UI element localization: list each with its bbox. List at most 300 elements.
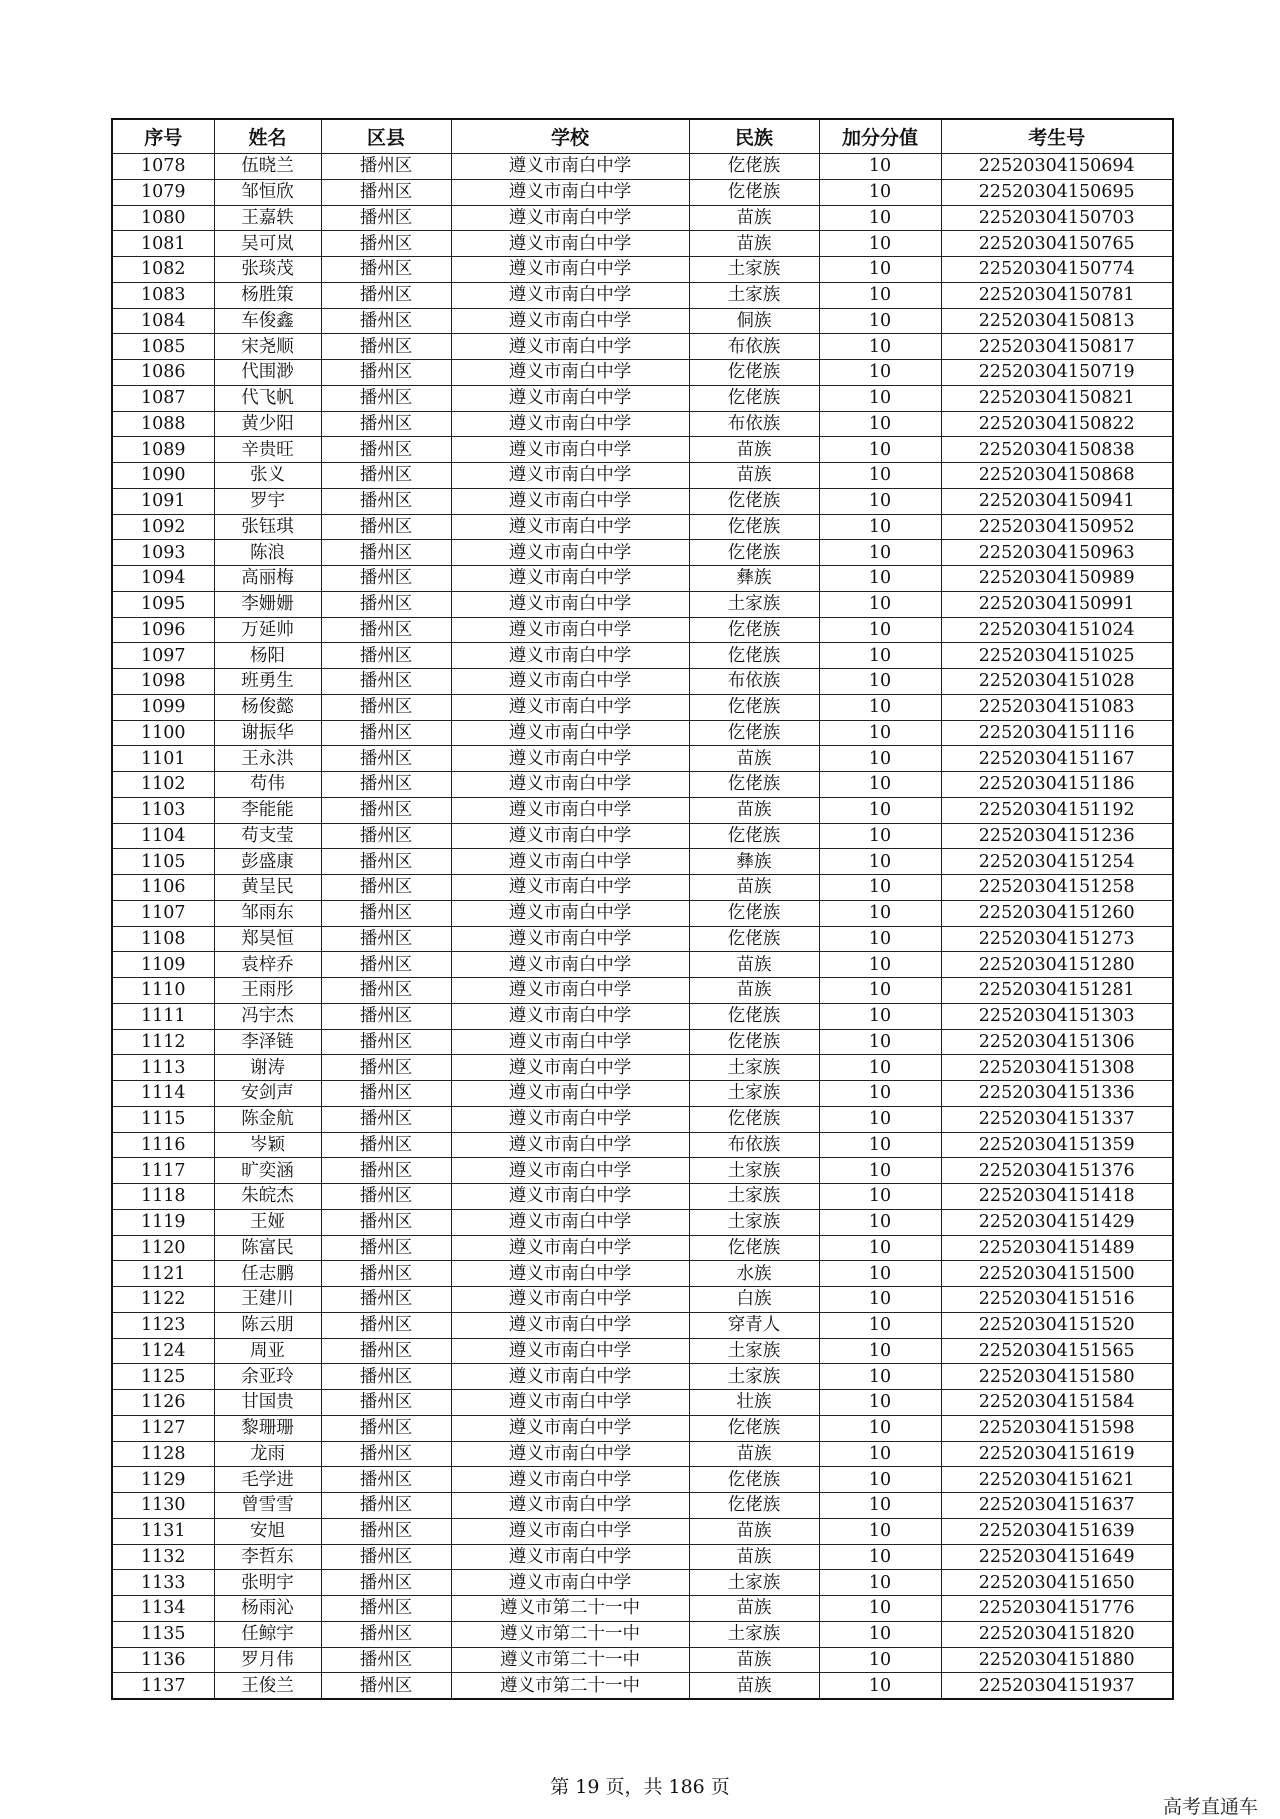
- cell-district: 播州区: [321, 308, 451, 334]
- cell-ethnicity: 苗族: [689, 952, 819, 978]
- table-row: [112, 282, 1173, 308]
- cell-index: 1085: [112, 334, 214, 360]
- cell-district: 播州区: [321, 231, 451, 257]
- cell-name: 王娅: [214, 1209, 321, 1235]
- cell-candidate-id: 22520304151280: [941, 952, 1173, 978]
- cell-ethnicity: 仡佬族: [689, 1415, 819, 1441]
- header-school: 学校: [451, 119, 689, 154]
- cell-bonus-points: 10: [819, 1518, 941, 1544]
- cell-district: 播州区: [321, 179, 451, 205]
- cell-bonus-points: 10: [819, 875, 941, 901]
- table-row: [112, 1287, 1173, 1313]
- cell-school: 遵义市南白中学: [451, 1106, 689, 1132]
- header-index: 序号: [112, 119, 214, 154]
- cell-district: 播州区: [321, 257, 451, 283]
- table-row: [112, 900, 1173, 926]
- cell-name: 王俊兰: [214, 1673, 321, 1699]
- cell-school: 遵义市南白中学: [451, 334, 689, 360]
- cell-school: 遵义市南白中学: [451, 257, 689, 283]
- cell-index: 1088: [112, 411, 214, 437]
- cell-candidate-id: 22520304151650: [941, 1570, 1173, 1596]
- table-row: [112, 1467, 1173, 1493]
- cell-ethnicity: 仡佬族: [689, 926, 819, 952]
- cell-school: 遵义市南白中学: [451, 514, 689, 540]
- cell-district: 播州区: [321, 1415, 451, 1441]
- cell-name: 王建川: [214, 1287, 321, 1313]
- cell-ethnicity: 彝族: [689, 566, 819, 592]
- cell-index: 1100: [112, 720, 214, 746]
- table-row: [112, 1647, 1173, 1673]
- cell-district: 播州区: [321, 205, 451, 231]
- cell-district: 播州区: [321, 488, 451, 514]
- cell-school: 遵义市南白中学: [451, 926, 689, 952]
- cell-school: 遵义市南白中学: [451, 308, 689, 334]
- cell-school: 遵义市南白中学: [451, 875, 689, 901]
- cell-bonus-points: 10: [819, 1287, 941, 1313]
- cell-school: 遵义市南白中学: [451, 1235, 689, 1261]
- cell-ethnicity: 土家族: [689, 1621, 819, 1647]
- cell-school: 遵义市南白中学: [451, 1029, 689, 1055]
- cell-bonus-points: 10: [819, 900, 941, 926]
- cell-bonus-points: 10: [819, 1493, 941, 1519]
- cell-index: 1087: [112, 385, 214, 411]
- cell-index: 1082: [112, 257, 214, 283]
- cell-bonus-points: 10: [819, 1132, 941, 1158]
- table-row: [112, 591, 1173, 617]
- cell-ethnicity: 壮族: [689, 1390, 819, 1416]
- cell-ethnicity: 苗族: [689, 1647, 819, 1673]
- cell-district: 播州区: [321, 1158, 451, 1184]
- cell-candidate-id: 22520304150695: [941, 179, 1173, 205]
- cell-candidate-id: 22520304151167: [941, 746, 1173, 772]
- watermark-text: 高考直通车: [1162, 1796, 1258, 1818]
- cell-school: 遵义市南白中学: [451, 1570, 689, 1596]
- cell-index: 1103: [112, 797, 214, 823]
- cell-name: 王嘉轶: [214, 205, 321, 231]
- cell-name: 罗宇: [214, 488, 321, 514]
- cell-school: 遵义市第二十一中: [451, 1596, 689, 1622]
- cell-candidate-id: 22520304150821: [941, 385, 1173, 411]
- cell-candidate-id: 22520304151303: [941, 1003, 1173, 1029]
- cell-district: 播州区: [321, 591, 451, 617]
- cell-district: 播州区: [321, 694, 451, 720]
- cell-index: 1091: [112, 488, 214, 514]
- cell-district: 播州区: [321, 334, 451, 360]
- table-row: [112, 437, 1173, 463]
- cell-school: 遵义市南白中学: [451, 1364, 689, 1390]
- cell-bonus-points: 10: [819, 1261, 941, 1287]
- cell-school: 遵义市南白中学: [451, 1467, 689, 1493]
- cell-name: 车俊鑫: [214, 308, 321, 334]
- cell-name: 陈云朋: [214, 1312, 321, 1338]
- cell-ethnicity: 土家族: [689, 1081, 819, 1107]
- cell-candidate-id: 22520304151429: [941, 1209, 1173, 1235]
- table-row: [112, 1518, 1173, 1544]
- cell-candidate-id: 22520304151584: [941, 1390, 1173, 1416]
- cell-name: 黎珊珊: [214, 1415, 321, 1441]
- cell-index: 1127: [112, 1415, 214, 1441]
- cell-candidate-id: 22520304151621: [941, 1467, 1173, 1493]
- table-row: [112, 1493, 1173, 1519]
- table-row: [112, 540, 1173, 566]
- table-row: [112, 1132, 1173, 1158]
- cell-district: 播州区: [321, 849, 451, 875]
- cell-district: 播州区: [321, 566, 451, 592]
- cell-index: 1112: [112, 1029, 214, 1055]
- cell-ethnicity: 苗族: [689, 797, 819, 823]
- cell-ethnicity: 仡佬族: [689, 360, 819, 386]
- cell-ethnicity: 白族: [689, 1287, 819, 1313]
- table-row: [112, 411, 1173, 437]
- cell-district: 播州区: [321, 1287, 451, 1313]
- cell-school: 遵义市南白中学: [451, 849, 689, 875]
- cell-candidate-id: 22520304151260: [941, 900, 1173, 926]
- cell-index: 1080: [112, 205, 214, 231]
- cell-candidate-id: 22520304151637: [941, 1493, 1173, 1519]
- table-row: [112, 1029, 1173, 1055]
- cell-bonus-points: 10: [819, 1415, 941, 1441]
- cell-bonus-points: 10: [819, 205, 941, 231]
- cell-ethnicity: 穿青人: [689, 1312, 819, 1338]
- table-header-row: [112, 119, 1173, 154]
- cell-name: 王永洪: [214, 746, 321, 772]
- cell-ethnicity: 仡佬族: [689, 823, 819, 849]
- header-candidate-id: 考生号: [941, 119, 1173, 154]
- cell-name: 袁梓乔: [214, 952, 321, 978]
- cell-index: 1120: [112, 1235, 214, 1261]
- cell-district: 播州区: [321, 1312, 451, 1338]
- cell-school: 遵义市南白中学: [451, 617, 689, 643]
- cell-name: 杨雨沁: [214, 1596, 321, 1622]
- cell-index: 1128: [112, 1441, 214, 1467]
- cell-school: 遵义市南白中学: [451, 1158, 689, 1184]
- cell-school: 遵义市南白中学: [451, 1055, 689, 1081]
- cell-bonus-points: 10: [819, 514, 941, 540]
- cell-index: 1123: [112, 1312, 214, 1338]
- bonus-points-table: [111, 118, 1174, 1700]
- cell-candidate-id: 22520304150694: [941, 154, 1173, 180]
- cell-district: 播州区: [321, 1570, 451, 1596]
- cell-name: 周亚: [214, 1338, 321, 1364]
- cell-district: 播州区: [321, 1621, 451, 1647]
- cell-candidate-id: 22520304150765: [941, 231, 1173, 257]
- cell-ethnicity: 土家族: [689, 282, 819, 308]
- cell-ethnicity: 苗族: [689, 978, 819, 1004]
- cell-name: 杨阳: [214, 643, 321, 669]
- cell-bonus-points: 10: [819, 1441, 941, 1467]
- cell-name: 任鲸宇: [214, 1621, 321, 1647]
- cell-index: 1092: [112, 514, 214, 540]
- cell-school: 遵义市南白中学: [451, 437, 689, 463]
- cell-ethnicity: 仡佬族: [689, 385, 819, 411]
- cell-district: 播州区: [321, 1261, 451, 1287]
- cell-name: 陈金航: [214, 1106, 321, 1132]
- table-row: [112, 978, 1173, 1004]
- cell-district: 播州区: [321, 1003, 451, 1029]
- cell-name: 张琰茂: [214, 257, 321, 283]
- cell-ethnicity: 土家族: [689, 1338, 819, 1364]
- cell-candidate-id: 22520304151116: [941, 720, 1173, 746]
- cell-ethnicity: 土家族: [689, 1570, 819, 1596]
- cell-district: 播州区: [321, 900, 451, 926]
- cell-school: 遵义市第二十一中: [451, 1673, 689, 1699]
- cell-bonus-points: 10: [819, 231, 941, 257]
- cell-index: 1097: [112, 643, 214, 669]
- cell-ethnicity: 彝族: [689, 849, 819, 875]
- cell-index: 1094: [112, 566, 214, 592]
- cell-candidate-id: 22520304150719: [941, 360, 1173, 386]
- cell-bonus-points: 10: [819, 1390, 941, 1416]
- cell-index: 1114: [112, 1081, 214, 1107]
- cell-name: 邹雨东: [214, 900, 321, 926]
- cell-district: 播州区: [321, 1184, 451, 1210]
- cell-school: 遵义市南白中学: [451, 1132, 689, 1158]
- cell-candidate-id: 22520304150991: [941, 591, 1173, 617]
- cell-district: 播州区: [321, 514, 451, 540]
- cell-ethnicity: 仡佬族: [689, 694, 819, 720]
- cell-district: 播州区: [321, 1235, 451, 1261]
- cell-candidate-id: 22520304151500: [941, 1261, 1173, 1287]
- cell-bonus-points: 10: [819, 1673, 941, 1699]
- cell-index: 1081: [112, 231, 214, 257]
- cell-school: 遵义市南白中学: [451, 1544, 689, 1570]
- cell-index: 1105: [112, 849, 214, 875]
- cell-school: 遵义市南白中学: [451, 540, 689, 566]
- cell-bonus-points: 10: [819, 1055, 941, 1081]
- cell-ethnicity: 苗族: [689, 1544, 819, 1570]
- cell-bonus-points: 10: [819, 849, 941, 875]
- table-row: [112, 1441, 1173, 1467]
- table-row: [112, 1364, 1173, 1390]
- cell-index: 1113: [112, 1055, 214, 1081]
- cell-district: 播州区: [321, 1081, 451, 1107]
- cell-candidate-id: 22520304151937: [941, 1673, 1173, 1699]
- cell-district: 播州区: [321, 385, 451, 411]
- cell-name: 彭盛康: [214, 849, 321, 875]
- cell-name: 陈浪: [214, 540, 321, 566]
- cell-candidate-id: 22520304151337: [941, 1106, 1173, 1132]
- cell-ethnicity: 仡佬族: [689, 179, 819, 205]
- cell-ethnicity: 苗族: [689, 1673, 819, 1699]
- cell-bonus-points: 10: [819, 617, 941, 643]
- cell-school: 遵义市南白中学: [451, 463, 689, 489]
- cell-index: 1095: [112, 591, 214, 617]
- cell-candidate-id: 22520304151258: [941, 875, 1173, 901]
- cell-candidate-id: 22520304151820: [941, 1621, 1173, 1647]
- cell-candidate-id: 22520304151376: [941, 1158, 1173, 1184]
- cell-bonus-points: 10: [819, 1570, 941, 1596]
- cell-bonus-points: 10: [819, 1235, 941, 1261]
- cell-name: 岑颖: [214, 1132, 321, 1158]
- cell-school: 遵义市南白中学: [451, 772, 689, 798]
- cell-school: 遵义市第二十一中: [451, 1647, 689, 1673]
- cell-bonus-points: 10: [819, 1467, 941, 1493]
- cell-name: 杨胜策: [214, 282, 321, 308]
- table-row: [112, 488, 1173, 514]
- cell-school: 遵义市南白中学: [451, 1390, 689, 1416]
- cell-bonus-points: 10: [819, 1158, 941, 1184]
- cell-district: 播州区: [321, 952, 451, 978]
- cell-school: 遵义市南白中学: [451, 823, 689, 849]
- cell-index: 1131: [112, 1518, 214, 1544]
- table-row: [112, 1312, 1173, 1338]
- cell-name: 冯宇杰: [214, 1003, 321, 1029]
- cell-name: 李姗姗: [214, 591, 321, 617]
- cell-name: 郑昊恒: [214, 926, 321, 952]
- cell-school: 遵义市南白中学: [451, 1184, 689, 1210]
- cell-district: 播州区: [321, 823, 451, 849]
- cell-candidate-id: 22520304151024: [941, 617, 1173, 643]
- cell-candidate-id: 22520304151516: [941, 1287, 1173, 1313]
- cell-index: 1122: [112, 1287, 214, 1313]
- cell-district: 播州区: [321, 926, 451, 952]
- cell-bonus-points: 10: [819, 1209, 941, 1235]
- cell-index: 1119: [112, 1209, 214, 1235]
- cell-district: 播州区: [321, 1673, 451, 1699]
- cell-school: 遵义市南白中学: [451, 1081, 689, 1107]
- cell-index: 1111: [112, 1003, 214, 1029]
- cell-candidate-id: 22520304150941: [941, 488, 1173, 514]
- cell-bonus-points: 10: [819, 566, 941, 592]
- cell-index: 1107: [112, 900, 214, 926]
- cell-district: 播州区: [321, 617, 451, 643]
- cell-district: 播州区: [321, 1364, 451, 1390]
- cell-bonus-points: 10: [819, 1106, 941, 1132]
- table-row: [112, 231, 1173, 257]
- cell-bonus-points: 10: [819, 463, 941, 489]
- cell-index: 1115: [112, 1106, 214, 1132]
- cell-ethnicity: 土家族: [689, 1209, 819, 1235]
- table-row: [112, 1209, 1173, 1235]
- cell-district: 播州区: [321, 797, 451, 823]
- cell-bonus-points: 10: [819, 154, 941, 180]
- cell-bonus-points: 10: [819, 282, 941, 308]
- cell-candidate-id: 22520304150703: [941, 205, 1173, 231]
- cell-index: 1101: [112, 746, 214, 772]
- cell-bonus-points: 10: [819, 437, 941, 463]
- cell-candidate-id: 22520304151880: [941, 1647, 1173, 1673]
- table-row: [112, 926, 1173, 952]
- cell-ethnicity: 土家族: [689, 1158, 819, 1184]
- header-bonus-points: 加分分值: [819, 119, 941, 154]
- cell-school: 遵义市南白中学: [451, 797, 689, 823]
- cell-candidate-id: 22520304151776: [941, 1596, 1173, 1622]
- cell-index: 1129: [112, 1467, 214, 1493]
- cell-name: 黄呈民: [214, 875, 321, 901]
- cell-candidate-id: 22520304151565: [941, 1338, 1173, 1364]
- cell-ethnicity: 苗族: [689, 231, 819, 257]
- cell-district: 播州区: [321, 1106, 451, 1132]
- cell-index: 1130: [112, 1493, 214, 1519]
- table-row: [112, 566, 1173, 592]
- cell-index: 1099: [112, 694, 214, 720]
- cell-district: 播州区: [321, 1390, 451, 1416]
- cell-candidate-id: 22520304150822: [941, 411, 1173, 437]
- cell-index: 1133: [112, 1570, 214, 1596]
- table-row: [112, 1184, 1173, 1210]
- cell-candidate-id: 22520304151418: [941, 1184, 1173, 1210]
- table-row: [112, 823, 1173, 849]
- table-row: [112, 849, 1173, 875]
- cell-bonus-points: 10: [819, 1184, 941, 1210]
- cell-index: 1106: [112, 875, 214, 901]
- cell-bonus-points: 10: [819, 978, 941, 1004]
- cell-bonus-points: 10: [819, 540, 941, 566]
- cell-bonus-points: 10: [819, 643, 941, 669]
- cell-bonus-points: 10: [819, 926, 941, 952]
- cell-name: 吴可岚: [214, 231, 321, 257]
- cell-index: 1104: [112, 823, 214, 849]
- cell-index: 1117: [112, 1158, 214, 1184]
- cell-ethnicity: 苗族: [689, 205, 819, 231]
- cell-index: 1086: [112, 360, 214, 386]
- cell-school: 遵义市南白中学: [451, 1493, 689, 1519]
- cell-name: 李哲东: [214, 1544, 321, 1570]
- cell-name: 王雨彤: [214, 978, 321, 1004]
- cell-bonus-points: 10: [819, 257, 941, 283]
- table-row: [112, 669, 1173, 695]
- cell-candidate-id: 22520304151619: [941, 1441, 1173, 1467]
- cell-district: 播州区: [321, 1544, 451, 1570]
- cell-index: 1126: [112, 1390, 214, 1416]
- cell-district: 播州区: [321, 1132, 451, 1158]
- cell-school: 遵义市南白中学: [451, 1287, 689, 1313]
- header-district: 区县: [321, 119, 451, 154]
- cell-name: 罗月伟: [214, 1647, 321, 1673]
- table-row: [112, 360, 1173, 386]
- cell-bonus-points: 10: [819, 385, 941, 411]
- cell-index: 1109: [112, 952, 214, 978]
- cell-bonus-points: 10: [819, 772, 941, 798]
- cell-index: 1102: [112, 772, 214, 798]
- cell-candidate-id: 22520304150963: [941, 540, 1173, 566]
- cell-district: 播州区: [321, 978, 451, 1004]
- cell-bonus-points: 10: [819, 360, 941, 386]
- table-row: [112, 1621, 1173, 1647]
- cell-bonus-points: 10: [819, 334, 941, 360]
- cell-school: 遵义市第二十一中: [451, 1621, 689, 1647]
- table-row: [112, 179, 1173, 205]
- cell-district: 播州区: [321, 1441, 451, 1467]
- cell-district: 播州区: [321, 772, 451, 798]
- cell-name: 龙雨: [214, 1441, 321, 1467]
- cell-index: 1083: [112, 282, 214, 308]
- cell-index: 1125: [112, 1364, 214, 1390]
- cell-name: 旷奕涵: [214, 1158, 321, 1184]
- cell-district: 播州区: [321, 1493, 451, 1519]
- cell-school: 遵义市南白中学: [451, 282, 689, 308]
- cell-name: 谢涛: [214, 1055, 321, 1081]
- cell-candidate-id: 22520304150813: [941, 308, 1173, 334]
- cell-bonus-points: 10: [819, 823, 941, 849]
- header-name: 姓名: [214, 119, 321, 154]
- cell-name: 代围渺: [214, 360, 321, 386]
- cell-school: 遵义市南白中学: [451, 205, 689, 231]
- table-row: [112, 1055, 1173, 1081]
- cell-name: 曾雪雪: [214, 1493, 321, 1519]
- cell-ethnicity: 土家族: [689, 1055, 819, 1081]
- cell-ethnicity: 布依族: [689, 1132, 819, 1158]
- cell-index: 1108: [112, 926, 214, 952]
- cell-school: 遵义市南白中学: [451, 385, 689, 411]
- cell-index: 1118: [112, 1184, 214, 1210]
- cell-district: 播州区: [321, 437, 451, 463]
- cell-candidate-id: 22520304151306: [941, 1029, 1173, 1055]
- cell-bonus-points: 10: [819, 1003, 941, 1029]
- cell-bonus-points: 10: [819, 591, 941, 617]
- cell-school: 遵义市南白中学: [451, 1518, 689, 1544]
- cell-index: 1121: [112, 1261, 214, 1287]
